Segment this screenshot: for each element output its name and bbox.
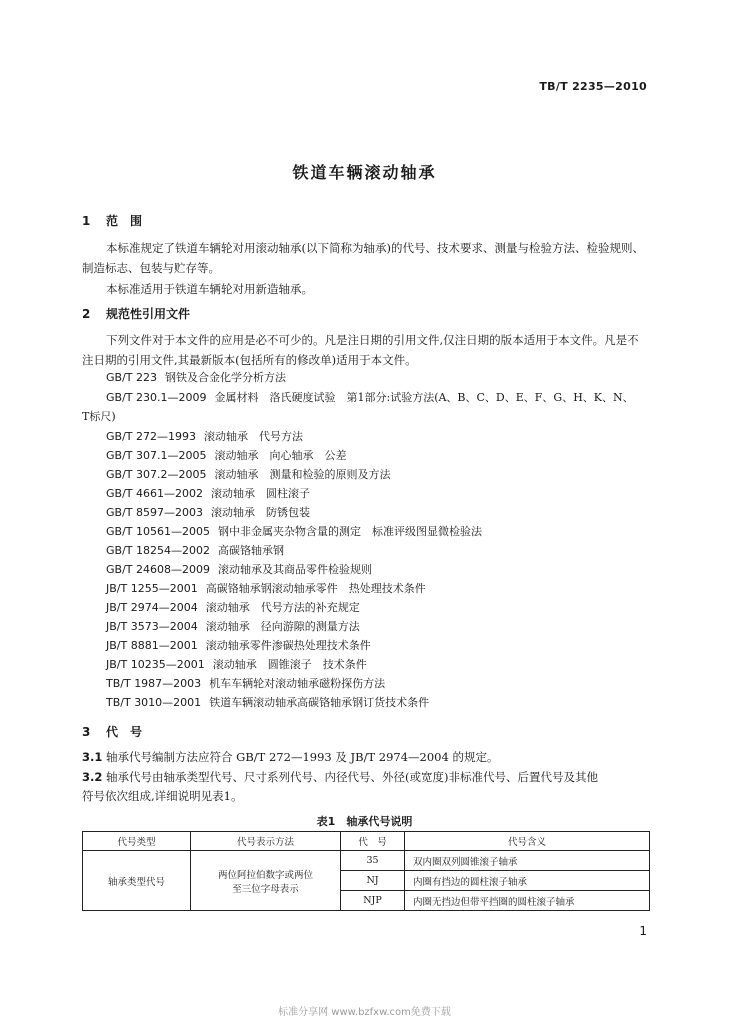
section-title: 代 号: [106, 725, 143, 739]
section-number: 1: [82, 214, 91, 228]
section-heading-scope: [82, 212, 142, 229]
reference-item: GB/T 223 钢铁及合金化学分析方法: [106, 371, 286, 384]
reference-item: JB/T 2974—2004 滚动轴承 代号方法的补充规定: [106, 601, 360, 614]
scope-paragraph-2: 本标准适用于铁道车辆轮对用新造轴承。: [106, 282, 313, 296]
reference-item-continuation: T标尺): [82, 410, 116, 423]
watermark-text: 标准分享网 www.bzfxw.com免费下载: [278, 1007, 451, 1018]
clause-3-2: 3.2 轴承代号由轴承类型代号、尺寸系列代号、内径代号、外径(或宽度)非标准代号、后置代号及其他: [82, 770, 598, 784]
table-cell-code: NJP: [341, 891, 405, 911]
reference-item: GB/T 10561—2005 钢中非金属夹杂物含量的测定 标准评级图显微检验法: [106, 525, 482, 538]
reference-item: GB/T 4661—2002 滚动轴承 圆柱滚子: [106, 487, 310, 500]
table-caption: 表1 轴承代号说明: [316, 815, 413, 828]
reference-item: GB/T 18254—2002 高碳铬轴承钢: [106, 544, 284, 557]
reference-item: JB/T 1255—2001 高碳铬轴承钢滚动轴承零件 热处理技术条件: [106, 582, 426, 595]
table-row: [83, 851, 650, 871]
table-header-cell: 代号含义: [405, 832, 650, 851]
reference-item: TB/T 1987—2003 机车车辆轮对滚动轴承磁粉探伤方法: [106, 677, 386, 690]
reference-item: JB/T 3573—2004 滚动轴承 径向游隙的测量方法: [106, 620, 360, 633]
section-number: 3: [82, 725, 91, 739]
reference-item: GB/T 307.1—2005 滚动轴承 向心轴承 公差: [106, 449, 347, 462]
clause-3-1: 3.1 轴承代号编制方法应符合 GB/T 272—1993 及 JB/T 2974—2004 的规定。: [82, 750, 499, 764]
table-cell-code-method: 两位阿拉伯数字或两位 至三位字母表示: [191, 851, 341, 911]
bearing-code-table: [82, 831, 650, 911]
reference-item: GB/T 272—1993 滚动轴承 代号方法: [106, 430, 303, 443]
table-header-cell: 代号表示方法: [191, 832, 341, 851]
scope-paragraph-1: 本标准规定了铁道车辆轮对用滚动轴承(以下简称为轴承)的代号、技术要求、测量与检验方法、检验规则、制造标志、包装与贮存等。: [82, 241, 644, 275]
reference-item: GB/T 230.1—2009 金属材料 洛氏硬度试验 第1部分:试验方法(A、B、C、D、E、F、G、H、K、N、: [106, 391, 634, 404]
section-title: 范 围: [106, 214, 143, 228]
table-cell-code: NJ: [341, 871, 405, 891]
reference-item: TB/T 3010—2001 铁道车辆滚动轴承高碳铬轴承钢订货技术条件: [106, 696, 430, 709]
section-number: 2: [82, 307, 91, 321]
standard-code: TB/T 2235—2010: [539, 80, 647, 93]
reference-item: GB/T 307.2—2005 滚动轴承 测量和检验的原则及方法: [106, 468, 391, 481]
references-intro: 下列文件对于本文件的应用是必不可少的。凡是注日期的引用文件,仅注日期的版本适用于本文件。凡是不注日期的引用文件,其最新版本(包括所有的修改单)适用于本文件。: [82, 333, 639, 367]
table-cell-meaning: 内圈有挡边的圆柱滚子轴承: [405, 871, 650, 891]
table-header-cell: 代 号: [341, 832, 405, 851]
reference-item: GB/T 8597—2003 滚动轴承 防锈包装: [106, 506, 310, 519]
section-heading-codes: [82, 723, 142, 740]
reference-item: JB/T 8881—2001 滚动轴承零件渗碳热处理技术条件: [106, 639, 371, 652]
table-cell-meaning: 双内圈双列圆锥滚子轴承: [405, 851, 650, 871]
section-heading-references: [82, 305, 190, 322]
page-number: 1: [639, 924, 647, 938]
table-header-row: [83, 832, 650, 851]
table-cell-code-type: 轴承类型代号: [83, 851, 191, 911]
document-title: 铁道车辆滚动轴承: [292, 163, 437, 182]
table-header-cell: 代号类型: [83, 832, 191, 851]
clause-3-2-continuation: 符号依次组成,详细说明见表1。: [82, 789, 243, 803]
reference-item: GB/T 24608—2009 滚动轴承及其商品零件检验规则: [106, 563, 372, 576]
table-cell-meaning: 内圈无挡边但带平挡圈的圆柱滚子轴承: [405, 891, 650, 911]
table-cell-code: 35: [341, 851, 405, 871]
reference-item: JB/T 10235—2001 滚动轴承 圆锥滚子 技术条件: [106, 658, 367, 671]
section-title: 规范性引用文件: [106, 307, 191, 321]
